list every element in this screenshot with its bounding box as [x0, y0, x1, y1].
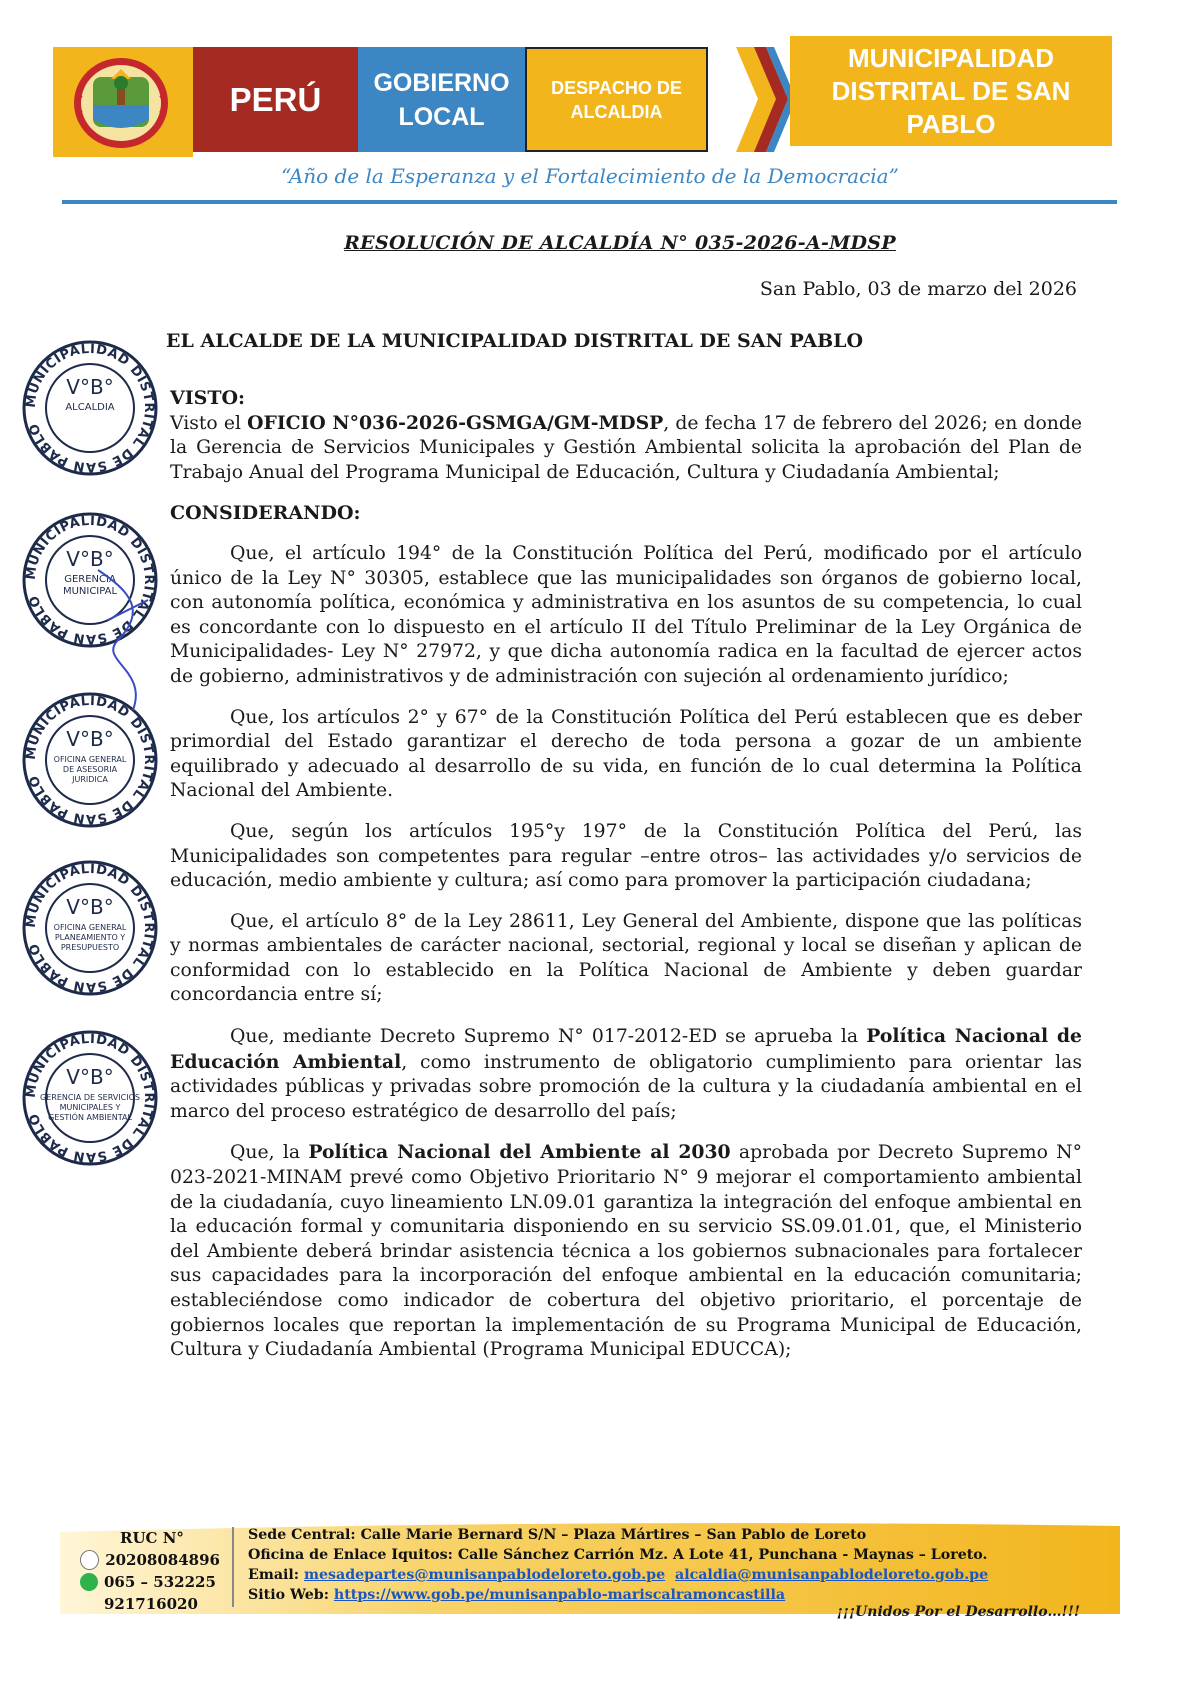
website-link[interactable]: https://www.gob.pe/munisanpablo-mariscalramoncastilla [333, 1587, 786, 1603]
municipal-shield-logo [71, 55, 171, 151]
politica-educacion-ambiental: Política Nacional de Educación Ambiental [170, 1025, 1083, 1073]
peru-banner [193, 47, 358, 152]
municipalidad-line-1: MUNICIPALIDAD [847, 42, 1055, 73]
ruc-label: RUC N° [120, 1529, 184, 1547]
handwritten-signature [88, 560, 158, 720]
stamp-office-line: GERENCIA [64, 574, 116, 585]
considerando-paragraph-4: Que, el artículo 8° de la Ley 28611, Ley General del Ambiente, dispone que las políticas y normas ambientales de carácter nacional, sectorial, regional y local se diseñan y aplican de conformidad con lo establecido en la Política Nacional de Ambiente y deben guardar concordancia entre sí; [170, 910, 1082, 1006]
email-label: Email: [248, 1567, 300, 1583]
sede-label: Sede Central: [248, 1527, 356, 1543]
phone-row [80, 1571, 220, 1593]
stamp-office-line: ALCALDIA [65, 402, 115, 413]
resolution-title: RESOLUCIÓN DE ALCALDÍA N° 035-2026-A-MDSP [344, 232, 896, 254]
stamp-ring-text: MUNICIPALIDAD DISTRITAL DE SAN PABLO [23, 1031, 157, 1165]
visto-paragraph: Visto el OFICIO N°036-2026-GSMGA/GM-MDSP, de fecha 17 de febrero del 2026; en donde la Gerencia de Servicios Municipales y Gestión Ambiental solicita la aprobación del Plan de Trabajo Anual del Programa Municipal de Educación, Cultura y Ciudadanía Ambiental; [170, 411, 1082, 483]
approval-stamp [18, 338, 162, 478]
politica-ambiente-2030: Política Nacional del Ambiente al 2030 [308, 1141, 731, 1164]
considerando-paragraph-2: Que, los artículos 2° y 67° de la Constitución Política del Perú establecen que es deber primordial del Estado garantizar el derecho de toda persona a gozar de un ambiente equilibrado y adecuado al desarrollo de su vida, en función de lo cual determina la Política Nacional del Ambiente. [170, 706, 1082, 802]
stamp-vb-mark: V°B° [66, 895, 114, 919]
email-link-mesadepartes[interactable]: mesadepartes@munisanpablodeloreto.gob.pe [304, 1567, 666, 1583]
gobierno-label: GOBIERNO [373, 68, 510, 97]
contact-numbers [80, 1527, 220, 1615]
ruc-row [80, 1549, 220, 1571]
web-label: Sitio Web: [248, 1587, 329, 1603]
logo-panel [53, 47, 193, 157]
stamp-office-line: MUNICIPALES Y [59, 1103, 121, 1112]
header-divider [62, 200, 1117, 204]
place-date: San Pablo, 03 de marzo del 2026 [759, 278, 1077, 300]
municipalidad-line-3: PABLO [906, 108, 996, 139]
stamp-vb-mark: V°B° [66, 547, 114, 571]
mobile-row [80, 1593, 220, 1615]
enlace-address: Calle Sánchez Carrión Mz. A Lote 41, Punchana - Maynas – Loreto. [457, 1547, 988, 1563]
stamp-office-line: GERENCIA DE SERVICIOS [40, 1093, 140, 1102]
stamp-ring-text: MUNICIPALIDAD DISTRITAL DE SAN PABLO [23, 693, 157, 827]
stamp-office-line: OFICINA GENERAL [53, 755, 127, 764]
stamp-ring-text: MUNICIPALIDAD DISTRITAL DE SAN PABLO [23, 341, 157, 475]
year-motto: “Año de la Esperanza y el Fortalecimiento de la Democracia” [281, 164, 899, 188]
footer-divider [232, 1527, 234, 1607]
issuer-heading: EL ALCALDE DE LA MUNICIPALIDAD DISTRITAL DE SAN PABLO [166, 330, 864, 352]
phone-icon [80, 1550, 99, 1570]
stamp-office-line: PLANEAMIENTO Y [54, 933, 126, 942]
considerando-heading: CONSIDERANDO: [170, 502, 361, 525]
considerando-paragraph-1: Que, el artículo 194° de la Constitución Política del Perú, modificado por el artículo único de la Ley N° 30305, establece que las municipalidades son órganos de gobierno local, con autonomía política, económica y administrativa en los asuntos de su competencia, lo cual es concordante con lo dispuesto en el artículo II del Título Preliminar de la Ley Orgánica de Municipalidades- Ley N° 27972, y que dicha autonomía radica en la facultad de ejercer actos de gobierno, administrativos y de administración con sujeción al ordenamiento jurídico; [170, 542, 1082, 687]
footer-contact-info [248, 1527, 1108, 1607]
oficio-reference: OFICIO N°036-2026-GSMGA/GM-MDSP [247, 411, 664, 434]
approval-stamp [18, 1028, 162, 1168]
document-body [170, 386, 1082, 1363]
phone-number: 065 – 532225 [104, 1573, 216, 1591]
sede-address: Calle Marie Bernard S/N – Plaza Mártires – San Pablo de Loreto [360, 1527, 867, 1543]
mobile-number: 921716020 [104, 1595, 198, 1613]
stamp-ring-text: MUNICIPALIDAD DISTRITAL DE SAN PABLO [23, 513, 157, 647]
despacho-banner [525, 47, 708, 152]
stamp-office-line: DE ASESORIA [62, 765, 118, 774]
local-label: LOCAL [398, 102, 485, 131]
stamp-office-line: PRESUPUESTO [60, 943, 120, 952]
considerando-paragraph-5: Que, mediante Decreto Supremo N° 017-2012-ED se aprueba la Política Nacional de Educación Ambiental, como instrumento de obligatorio cumplimiento para orientar las actividades públicas y privadas sobre promoción de la cultura y la ciudadanía ambiental en el marco del proceso estratégico de desarrollo del país; [170, 1025, 1083, 1122]
email-link-alcaldia[interactable]: alcaldia@munisanpablodeloreto.gob.pe [675, 1567, 989, 1583]
whatsapp-icon [80, 1573, 98, 1591]
stamp-office-line: MUNICIPAL [62, 586, 118, 597]
stamp-office-line: GESTIÓN AMBIENTAL [48, 1113, 132, 1122]
ruc-number: 20208084896 [105, 1551, 220, 1569]
peru-label: PERÚ [229, 80, 322, 118]
considerando-paragraph-6: Que, la Política Nacional del Ambiente al 2030 aprobada por Decreto Supremo N° 023-2021-MINAM prevé como Objetivo Prioritario N° 9 mejorar el comportamiento ambiental de la ciudadanía, cuyo lineamiento LN.09.01 garantiza la integración del enfoque ambiental en la educación formal y comunitaria disponiendo en su servicio SS.09.01.01, que, el Ministerio del Ambiente deberá brindar asistencia técnica a los gobiernos subnacionales para fortalecer sus capacidades para la incorporación del enfoque ambiental en la educación comunitaria; estableciéndose como indicador de cobertura del objetivo prioritario, el porcentaje de gobiernos locales que reportan la implementación de su Programa Municipal de Educación, Cultura y Ciudadanía Ambiental (Programa Municipal EDUCCA); [170, 1141, 1082, 1361]
considerando-paragraph-3: Que, según los artículos 195°y 197° de la Constitución Política del Perú, las Municipalidades son competentes para regular –entre otros– las actividades y/o servicios de educación, medio ambiente y cultura; así como para promover la participación ciudadana; [170, 820, 1082, 892]
footer-slogan: ¡¡¡Unidos Por el Desarrollo…!!! [836, 1604, 1080, 1620]
chevron-arrows-icon [736, 47, 796, 152]
stamp-ring-text: MUNICIPALIDAD DISTRITAL DE SAN PABLO [23, 861, 157, 995]
stamp-office-line: OFICINA GENERAL [53, 923, 127, 932]
despacho-label-2: ALCALDIA [570, 101, 663, 122]
municipalidad-banner [790, 36, 1112, 146]
gobierno-local-banner [358, 47, 525, 152]
enlace-label: Oficina de Enlace Iquitos: [248, 1547, 453, 1563]
stamp-office-line: JURIDICA [72, 775, 108, 784]
visto-heading: VISTO: [170, 387, 246, 409]
despacho-label-1: DESPACHO DE [551, 77, 682, 98]
municipalidad-line-2: DISTRITAL DE SAN [831, 75, 1071, 106]
stamp-vb-mark: V°B° [66, 1065, 114, 1089]
approval-stamp [18, 858, 162, 998]
stamp-vb-mark: V°B° [66, 375, 114, 399]
stamp-vb-mark: V°B° [66, 727, 114, 751]
